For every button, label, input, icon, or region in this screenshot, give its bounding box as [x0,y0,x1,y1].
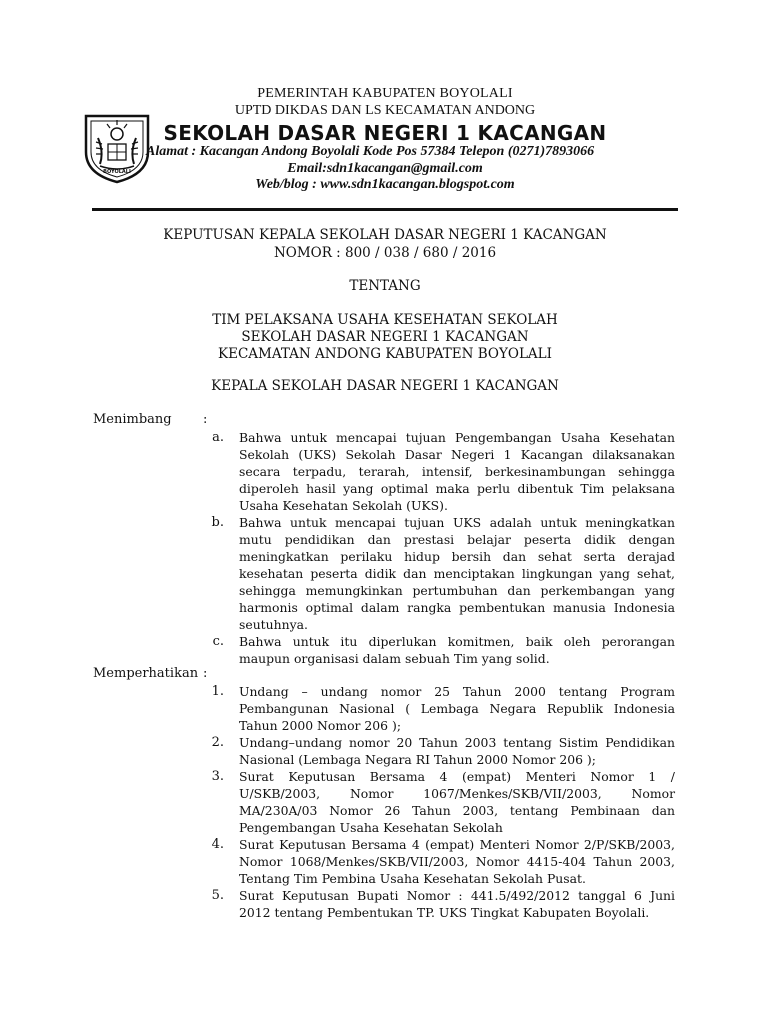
about-heading: TENTANG [349,278,421,294]
letterhead-email: Email:sdn1kacangan@gmail.com [287,161,483,176]
observing-item-1 [0,683,768,734]
considering-list [0,429,768,667]
considering-item-c [0,633,768,667]
considering-label: Menimbang [93,412,172,427]
observing-label: Memperhatikan [93,666,199,681]
letterhead-government: PEMERINTAH KABUPATEN BOYOLALI [257,86,513,101]
list-marker: 4. [211,837,224,852]
list-marker: a. [212,430,224,445]
list-marker: b. [211,515,224,530]
observing-item-3 [0,768,768,836]
subject-line-1: TIM PELAKSANA USAHA KESEHATAN SEKOLAH [212,312,558,328]
list-item-text: Surat Keputusan Bersama 4 (empat) Menteri Nomor 1 / U/SKB/2003, Nomor 1067/Menkes/SKB/VII/2003, Nomor MA/230A/03 Nomor 26 Tahun 2003, tentang Pembinaan dan Pengembangan Usaha Kesehatan Sekolah [239,769,675,835]
list-item-text: Surat Keputusan Bersama 4 (empat) Menteri Nomor 2/P/SKB/2003, Nomor 1068/Menkes/SKB/VII/2003, Nomor 4415-404 Tahun 2003, Tentang Tim Pembina Usaha Kesehatan Sekolah Pusat. [239,837,675,886]
list-marker: c. [212,634,224,649]
letterhead-school-name: SEKOLAH DASAR NEGERI 1 KACANGAN [163,121,607,145]
considering-item-b [0,514,768,633]
list-item-text: Surat Keputusan Bupati Nomor : 441.5/492/2012 tanggal 6 Juni 2012 tentang Pembentukan TP. UKS Tingkat Kabupaten Boyolali. [239,888,675,920]
list-item-text: Bahwa untuk mencapai tujuan UKS adalah untuk meningkatkan mutu pendidikan dan prestasi belajar peserta didik dengan meningkatkan perilaku hidup bersih dan sehat serta derajad kesehatan peserta didik dan menciptakan lingkungan yang sehat, sehingga memungkinkan pertumbuhan dan perkembangan yang harmonis optimal dalam rangka pembentukan manusia Indonesia seutuhnya. [239,515,675,632]
list-item-text: Bahwa untuk mencapai tujuan Pengembangan Usaha Kesehatan Sekolah (UKS) Sekolah Dasar Negeri 1 Kacangan dilaksanakan secara terpadu, terarah, intensif, berkesinambungan sehingga diperoleh hasil yang optimal maka perlu dibentuk Tim pelaksana Usaha Kesehatan Sekolah (UKS). [239,430,675,513]
observing-item-2 [0,734,768,768]
letterhead-web: Web/blog : www.sdn1kacangan.blogspot.com [255,177,515,192]
letterhead-address: Alamat : Kacangan Andong Boyolali Kode Pos 57384 Telepon (0271)7893066 [146,144,595,159]
decision-number: NOMOR : 800 / 038 / 680 / 2016 [273,245,497,261]
considering-colon: : [203,412,208,427]
list-item-text: Undang – undang nomor 25 Tahun 2000 tentang Program Pembangunan Nasional ( Lembaga Negara Republik Indonesia Tahun 2000 Nomor 206 ); [239,684,675,733]
list-marker: 2. [211,735,224,750]
list-item-text: Undang–undang nomor 20 Tahun 2003 tentang Sistim Pendidikan Nasional (Lembaga Negara RI Tahun 2000 Nomor 206 ); [239,735,675,767]
observing-item-5 [0,887,768,921]
letterhead-divider [92,208,678,211]
observing-item-4 [0,836,768,887]
observing-list [0,683,768,921]
list-marker: 1. [211,684,224,699]
observing-colon: : [203,666,208,681]
considering-item-a [0,429,768,514]
list-marker: 5. [211,888,224,903]
list-item-text: Bahwa untuk itu diperlukan komitmen, baik oleh perorangan maupun organisasi dalam sebuah Tim yang solid. [239,634,675,666]
authority-heading: KEPALA SEKOLAH DASAR NEGERI 1 KACANGAN [211,378,559,394]
letterhead-office: UPTD DIKDAS DAN LS KECAMATAN ANDONG [234,103,536,118]
emblem-caption: BOYOLALI [103,169,131,175]
subject-line-2: SEKOLAH DASAR NEGERI 1 KACANGAN [241,329,529,345]
boyolali-emblem-icon [80,112,154,184]
subject-line-3: KECAMATAN ANDONG KABUPATEN BOYOLALI [218,346,552,362]
list-marker: 3. [211,769,224,784]
decision-title: KEPUTUSAN KEPALA SEKOLAH DASAR NEGERI 1 KACANGAN [163,227,607,243]
